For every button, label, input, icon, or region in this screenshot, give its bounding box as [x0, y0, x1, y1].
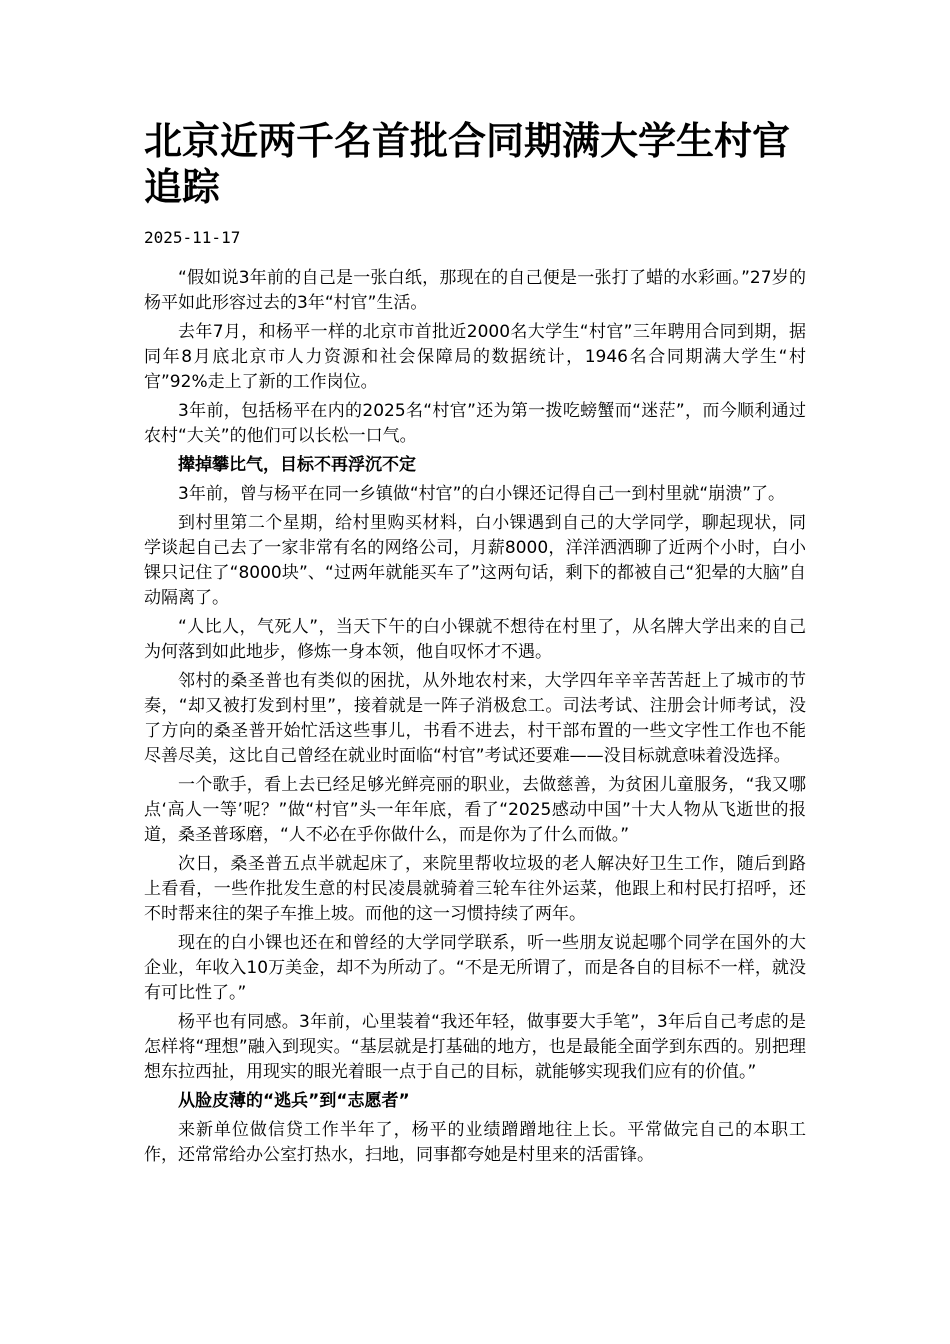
article-date: 2025-11-17 [144, 228, 241, 247]
article-paragraph: 3年前，包括杨平在内的2025名“村官”还为第一拨吃螃蟹而“迷茫”，而今顺利通过农村“大关”的他们可以长松一口气。 [144, 401, 806, 446]
section-heading: 从脸皮薄的“逃兵”到“志愿者” [178, 1091, 410, 1111]
article-paragraph: “人比人，气死人”，当天下午的白小锞就不想待在村里了，从名牌大学出来的自己为何落到如此地步，修炼一身本领，他自叹怀才不遇。 [144, 617, 806, 662]
article-paragraph: 杨平也有同感。3年前，心里装着“我还年轻，做事要大手笔”，3年后自己考虑的是怎样将“理想”融入到现实。“基层就是打基础的地方，也是最能全面学到东西的。别把理想东拉西扯，用现实的眼光着眼一点于自己的目标，就能够实现我们应有的价值。” [144, 1012, 806, 1082]
article-paragraph: 一个歌手，看上去已经足够光鲜亮丽的职业，去做慈善，为贫困儿童服务，“我又哪点‘高人一等’呢？”做“村官”头一年年底，看了“2025感动中国”十大人物从飞逝世的报道，桑圣普琢磨，“人不必在乎你做什么，而是你为了什么而做。” [144, 775, 806, 845]
article-paragraph: “假如说3年前的自己是一张白纸，那现在的自己便是一张打了蜡的水彩画。”27岁的杨平如此形容过去的3年“村官”生活。 [144, 268, 806, 313]
article-body [144, 266, 806, 1172]
article-paragraph: 现在的白小锞也还在和曾经的大学同学联系，听一些朋友说起哪个同学在国外的大企业，年收入10万美金，却不为所动了。“不是无所谓了，而是各自的目标不一样，就没有可比性了。” [144, 933, 806, 1003]
article-paragraph: 邻村的桑圣普也有类似的困扰，从外地农村来，大学四年辛辛苦苦赶上了城市的节奏，“却又被打发到村里”，接着就是一阵子消极怠工。司法考试、注册会计师考试，没了方向的桑圣普开始忙活这些事儿，书看不进去，村干部布置的一些文字性工作也不能尽善尽美，这比自己曾经在就业时面临“村官”考试还要难——没目标就意味着没选择。 [144, 671, 806, 766]
article-paragraph: 3年前，曾与杨平在同一乡镇做“村官”的白小锞还记得自己一到村里就“崩溃”了。 [178, 484, 786, 504]
article-paragraph: 去年7月，和杨平一样的北京市首批近2000名大学生“村官”三年聘用合同到期，据同年8月底北京市人力资源和社会保障局的数据统计，1946名合同期满大学生“村官”92%走上了新的工作岗位。 [144, 322, 806, 392]
article-paragraph: 来新单位做信贷工作半年了，杨平的业绩蹭蹭地往上长。平常做完自己的本职工作，还常常给办公室打热水，扫地，同事都夸她是村里来的活雷锋。 [144, 1120, 806, 1165]
article-title: 北京近两千名首批合同期满大学生村官追踪 [144, 119, 791, 209]
article-paragraph: 次日，桑圣普五点半就起床了，来院里帮收垃圾的老人解决好卫生工作，随后到路上看看，一些作批发生意的村民凌晨就骑着三轮车往外运菜，他跟上和村民打招呼，还不时帮来往的架子车推上坡。而他的这一习惯持续了两年。 [144, 854, 806, 924]
article-paragraph: 到村里第二个星期，给村里购买材料，白小锞遇到自己的大学同学，聊起现状，同学谈起自己去了一家非常有名的网络公司，月薪8000，洋洋洒洒聊了近两个小时，白小锞只记住了“8000块”、“过两年就能买车了”这两句话，剩下的都被自己“犯晕的大脑”自动隔离了。 [144, 513, 806, 608]
section-heading: 撵掉攀比气，目标不再浮沉不定 [178, 455, 416, 475]
